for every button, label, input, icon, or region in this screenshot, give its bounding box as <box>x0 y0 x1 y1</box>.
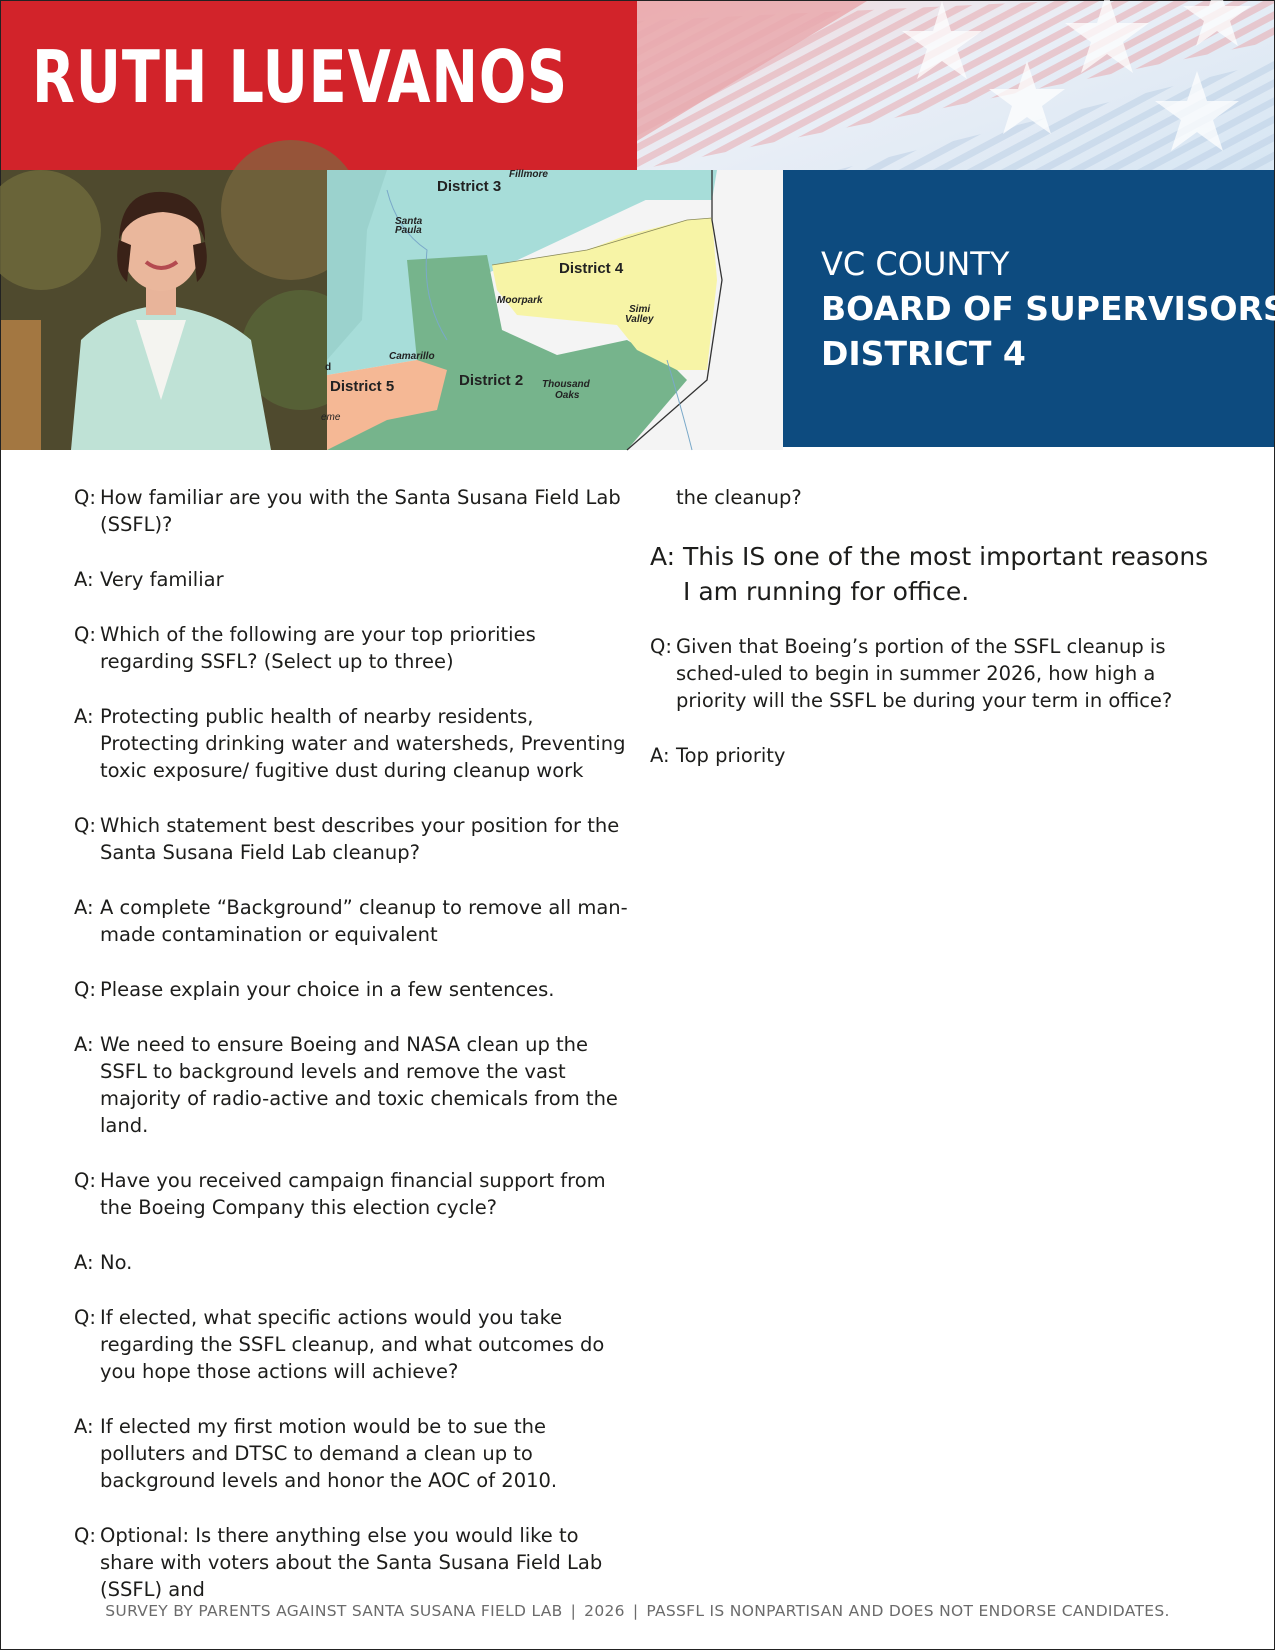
qa-prefix: A: <box>74 1033 94 1056</box>
footer-separator: | <box>632 1602 639 1620</box>
qa-text: Optional: Is there anything else you would like to share with voters about the Santa Susana Field Lab (SSFL) and <box>100 1524 603 1601</box>
map-label-fillmore: Fillmore <box>509 169 548 180</box>
qa-prefix: Q: <box>74 1524 96 1547</box>
qa-prefix: A: <box>74 705 94 728</box>
qa-prefix: Q: <box>74 1306 96 1329</box>
map-label-district3: District 3 <box>437 178 502 195</box>
qa-prefix: A: <box>650 542 676 571</box>
page-footer <box>0 1602 1275 1620</box>
candidate-portrait-image <box>1 170 327 450</box>
map-label-moorpark: Moorpark <box>497 295 543 306</box>
map-label-santa-paula-1: Santa <box>395 216 423 227</box>
footer-year: 2026 <box>584 1602 625 1620</box>
map-label-thousand-1: Thousand <box>542 379 590 390</box>
qa-item <box>74 1167 634 1221</box>
qa-text: Given that Boeing’s portion of the SSFL cleanup is sched-uled to begin in summer 2026, how high a priority will the SSFL be during your term in office? <box>676 635 1173 712</box>
qa-prefix: A: <box>74 1415 94 1438</box>
map-label-thousand-2: Oaks <box>555 390 580 401</box>
map-label-simi-1: Simi <box>629 304 651 315</box>
qa-item <box>74 976 634 1003</box>
qa-prefix: A: <box>650 744 670 767</box>
qa-text: Which of the following are your top priorities regarding SSFL? (Select up to three) <box>100 623 536 673</box>
map-label-cut-d: d <box>325 362 332 373</box>
qa-prefix: Q: <box>74 1169 96 1192</box>
qa-item <box>650 633 1210 714</box>
qa-text: Which statement best describes your position for the Santa Susana Field Lab cleanup? <box>100 814 620 864</box>
map-label-camarillo: Camarillo <box>389 351 435 362</box>
name-banner <box>1 1 637 170</box>
qa-item <box>74 1031 634 1139</box>
survey-right-column <box>650 484 1210 797</box>
candidate-photo <box>1 170 327 450</box>
map-label-santa-paula-2: Paula <box>395 225 422 236</box>
qa-item <box>650 742 1210 769</box>
qa-item <box>74 566 634 593</box>
qa-prefix: Q: <box>74 486 96 509</box>
qa-item <box>74 894 634 948</box>
survey-left-column <box>74 484 634 1631</box>
map-label-simi-2: Valley <box>625 314 654 325</box>
footer-survey-credit: SURVEY BY PARENTS AGAINST SANTA SUSANA FIELD LAB <box>105 1602 563 1620</box>
qa-text: Please explain your choice in a few sentences. <box>100 978 555 1001</box>
qa-text: No. <box>100 1251 133 1274</box>
office-county: VC COUNTY <box>821 245 1010 283</box>
qa-prefix: A: <box>74 896 94 919</box>
qa-text: A complete “Background” cleanup to remove all man-made contamination or equivalent <box>100 896 628 946</box>
map-label-district5: District 5 <box>330 378 395 395</box>
qa-item <box>74 703 634 784</box>
qa-prefix: A: <box>74 568 94 591</box>
qa-item <box>74 1413 634 1494</box>
qa-text: If elected, what specific actions would you take regarding the SSFL cleanup, and what outcomes do you hope those actions will achieve? <box>100 1306 605 1383</box>
qa-prefix: Q: <box>74 978 96 1001</box>
office-title-box <box>783 170 1287 447</box>
candidate-name: RUTH LUEVANOS <box>32 35 569 119</box>
qa-item <box>74 484 634 538</box>
qa-item <box>74 1304 634 1385</box>
qa-text: Top priority <box>676 744 786 767</box>
qa-text: Very familiar <box>100 568 224 591</box>
qa-item <box>74 1522 634 1603</box>
qa-prefix: Q: <box>650 635 672 658</box>
district-map-graphic <box>321 169 783 450</box>
flag-stripes-graphic <box>637 1 1274 170</box>
qa-text: How familiar are you with the Santa Susana Field Lab (SSFL)? <box>100 486 621 536</box>
office-district: DISTRICT 4 <box>821 334 1026 373</box>
footer-disclaimer: PASSFL IS NONPARTISAN AND DOES NOT ENDORSE CANDIDATES. <box>646 1602 1170 1620</box>
district-map <box>321 169 783 450</box>
qa-prefix: A: <box>74 1251 94 1274</box>
map-label-cut-eme: eme <box>321 412 341 423</box>
qa-text: We need to ensure Boeing and NASA clean up the SSFL to background levels and remove the vast majority of radio-active and toxic chemicals from the land. <box>100 1033 618 1137</box>
map-label-district2: District 2 <box>459 372 524 389</box>
qa-item <box>74 1249 634 1276</box>
flag-banner <box>637 1 1274 170</box>
highlight-answer <box>650 539 1210 609</box>
qa-continuation: the cleanup? <box>676 486 802 509</box>
map-label-district4: District 4 <box>559 260 624 277</box>
footer-separator: | <box>570 1602 577 1620</box>
qa-item <box>74 812 634 866</box>
qa-prefix: Q: <box>74 623 96 646</box>
qa-text: If elected my first motion would be to sue the polluters and DTSC to demand a clean up to background levels and honor the AOC of 2010. <box>100 1415 558 1492</box>
qa-text: Protecting public health of nearby residents, Protecting drinking water and watersheds, Preventing toxic exposure/ fugitive dust during cleanup work <box>100 705 626 782</box>
qa-text: Have you received campaign financial support from the Boeing Company this election cycle? <box>100 1169 606 1219</box>
office-board: BOARD OF SUPERVISORS <box>821 289 1287 328</box>
qa-text: This IS one of the most important reasons I am running for office. <box>683 542 1209 606</box>
qa-item <box>74 621 634 675</box>
qa-prefix: Q: <box>74 814 96 837</box>
